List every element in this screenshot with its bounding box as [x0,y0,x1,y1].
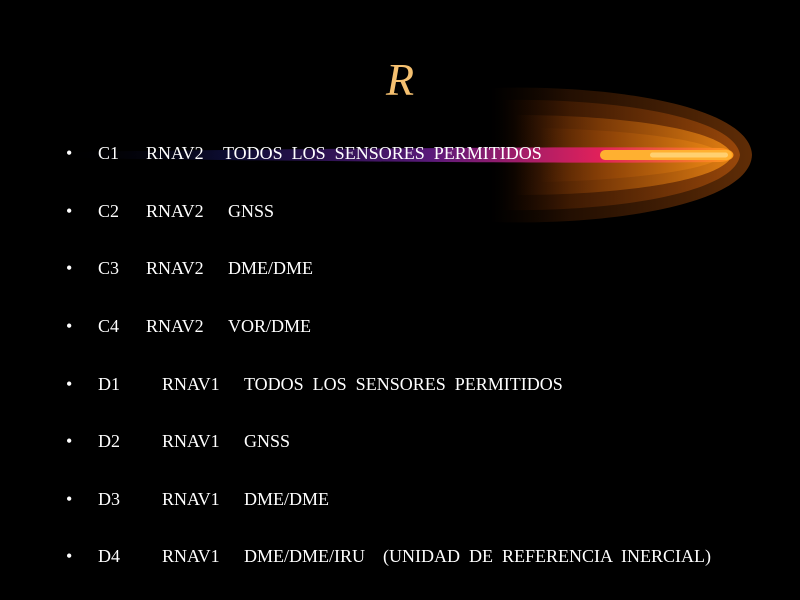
item-sensors: TODOS LOS SENSORES PERMITIDOS [244,374,563,394]
list-item [0,141,800,165]
item-sensors: GNSS [244,431,291,451]
bullet-icon: • [66,201,73,221]
bullet-icon: • [66,316,73,336]
item-spec: RNAV1 [162,489,220,509]
item-code: C1 [98,143,120,163]
item-sensors: GNSS [228,201,275,221]
item-code: C4 [98,316,120,336]
list-item [0,487,800,511]
list-item [0,372,800,396]
list-item [0,256,800,280]
bullet-icon: • [66,431,73,451]
item-sensors: DME/DME/IRU (UNIDAD DE REFERENCIA INERCIAL) [244,546,711,566]
item-sensors: DME/DME [228,258,313,278]
list-item [0,429,800,453]
item-spec: RNAV2 [146,143,204,163]
item-code: D4 [98,546,120,566]
item-spec: RNAV1 [162,546,220,566]
item-code: C2 [98,201,120,221]
list-item [0,544,800,568]
bullet-icon: • [66,143,73,163]
item-sensors: DME/DME [244,489,329,509]
item-spec: RNAV2 [146,258,204,278]
bullet-icon: • [66,489,73,509]
item-code: D1 [98,374,120,394]
item-spec: RNAV2 [146,316,204,336]
list-item [0,314,800,338]
item-spec: RNAV2 [146,201,204,221]
item-sensors: VOR/DME [228,316,312,336]
item-code: D2 [98,431,120,451]
bullet-icon: • [66,258,73,278]
slide-title: R [385,54,415,105]
bullet-icon: • [66,374,73,394]
item-code: D3 [98,489,120,509]
bullet-icon: • [66,546,73,566]
item-code: C3 [98,258,120,278]
item-sensors: TODOS LOS SENSORES PERMITIDOS [223,143,542,163]
list-item [0,199,800,223]
item-spec: RNAV1 [162,431,220,451]
item-spec: RNAV1 [162,374,220,394]
